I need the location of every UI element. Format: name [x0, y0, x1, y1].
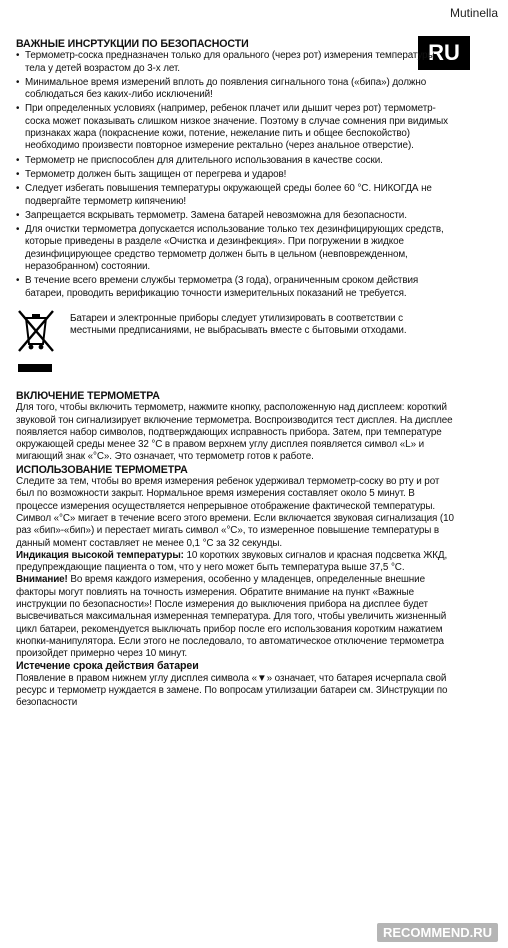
safety-item: • При определенных условиях (например, ребенок плачет или дышит через рот) термометр-соска может показывать слишком низкое значение. Поэтому в случае сомнения при видимых признаках жара (покраснение кожи, потение, нежелание пить и общее беспокойство) необходимо произвести повторное измерение ректально (через анальное отверстие).: [16, 103, 456, 152]
crossed-bin-icon: [16, 308, 56, 354]
battery-text: Появление в правом нижнем углу дисплея символа «▼» означает, что батарея исчерпала свой ресурс и термометр нуждается в замене. По вопросам утилизации батареи см. ЗИнструкции по безопасности: [16, 672, 448, 709]
switch-on-text: Для того, чтобы включить термометр, нажмите кнопку, расположенную над дисплеем: короткий звуковой тон сигнализирует включение термометра. Воспроизводится тест дисплея. На дисплее появляется набор символов, подтверждающих исправность прибора. Затем, при температуре окружающей среды менее 32 °C в правом верхнем углу дисплея появляется символ «L» и мигающий знак «°C». Это означает, что термометр готов к работе.: [16, 402, 453, 463]
language-badge: RU: [418, 36, 470, 70]
safety-item: • В течение всего времени службы термометра (3 года), ограниченным сроком действия батареи, проводить верификацию точности измерительных показаний не требуется.: [16, 275, 456, 300]
disposal-text: Батареи и электронные приборы следует утилизировать в соответствии с местными предписаниями, не выбрасывать вместе с бытовыми отходами.: [70, 312, 407, 337]
usage-heading: ИСПОЛЬЗОВАНИЕ ТЕРМОМЕТРА: [16, 463, 188, 476]
attention-label: Внимание!: [16, 574, 68, 586]
usage-text: Следите за тем, чтобы во время измерения ребенок удерживал термометр-соску во рту и рот был по возможности закрыт. Нормальное время измерения составляет около 5 минут. В процессе измерения осуществляется непрерывное отображение фактической температуры. Символ «°C» мигает в течение всего этого времени. Если включается звуковая сигнализация (10 раз «бип»-«бип») и перестает мигать символ «°C», то измеренное повышение температуры в данный момент составляет не менее 0,1 °C за 32 секунды.: [16, 476, 454, 549]
safety-item: • Термометр должен быть защищен от перегрева и ударов!: [16, 169, 456, 181]
high-temp-text: 10 коротких звуковых сигналов и красная подсветка ЖКД, предупреждающие пациента о том, что у него может быть температура выше 37,5 °C.: [16, 549, 448, 574]
attention-text: Во время каждого измерения, особенно у младенцев, определенные внешние факторы могут повлиять на точность измерения. Обратите внимание на пункт «Важные инструкции по безопасности»! После измерения до выключения прибора на дисплее будет высвечиваться максимальная измеренная температура. Для того, чтобы увеличить жизненный цикл батареи, рекомендуется выключать прибор после его использования коротким нажатием кнопки-манипулятора. Если этого не последовало, то автоматическое отключение термометра произойдет примерно через 10 минут.: [16, 574, 447, 660]
battery-heading: Истечение срока действия батареи: [16, 660, 199, 673]
high-temp-label: Индикация высокой температуры:: [16, 549, 184, 561]
safety-item: • Термометр-соска предназначен только для орального (через рот) измерения температуры тела у детей возрастом до 3-х лет.: [16, 50, 456, 75]
safety-item: • Запрещается вскрывать термометр. Замена батарей невозможна для безопасности.: [16, 210, 456, 222]
disposal-notice: [16, 308, 456, 378]
bin-underline-bar: [18, 364, 52, 372]
safety-item: • Минимальное время измерений вплоть до появления сигнального тона («бипа») должно соблюдаться без каких-либо исключений!: [16, 77, 456, 102]
high-temp-paragraph: [16, 550, 456, 575]
safety-heading: ВАЖНЫЕ ИНСРТУКЦИИ ПО БЕЗОПАСНОСТИ: [16, 38, 249, 50]
switch-on-heading: ВКЛЮЧЕНИЕ ТЕРМОМЕТРА: [16, 389, 160, 402]
safety-item: • Термометр не приспособлен для длительного использования в качестве соски.: [16, 155, 456, 167]
attention-paragraph: [16, 574, 456, 660]
safety-item: • Следует избегать повышения температуры окружающей среды более 60 °C. НИКОГДА не подвергайте термометр кипячению!: [16, 183, 456, 208]
watermark-recommend: RECOMMEND.RU: [377, 923, 498, 942]
manual-page: [16, 38, 456, 710]
safety-item: • Для очистки термометра допускается использование только тех дезинфицирующих средств, которые приведены в разделе «Очистка и дезинфекция». При погружении в жидкое дезинфицирующее средство термометр должен быть в цельном (невповрежденном, неразобранном) состоянии.: [16, 224, 456, 273]
watermark-mutinella: Mutinella: [449, 6, 498, 20]
safety-list: [16, 50, 456, 300]
